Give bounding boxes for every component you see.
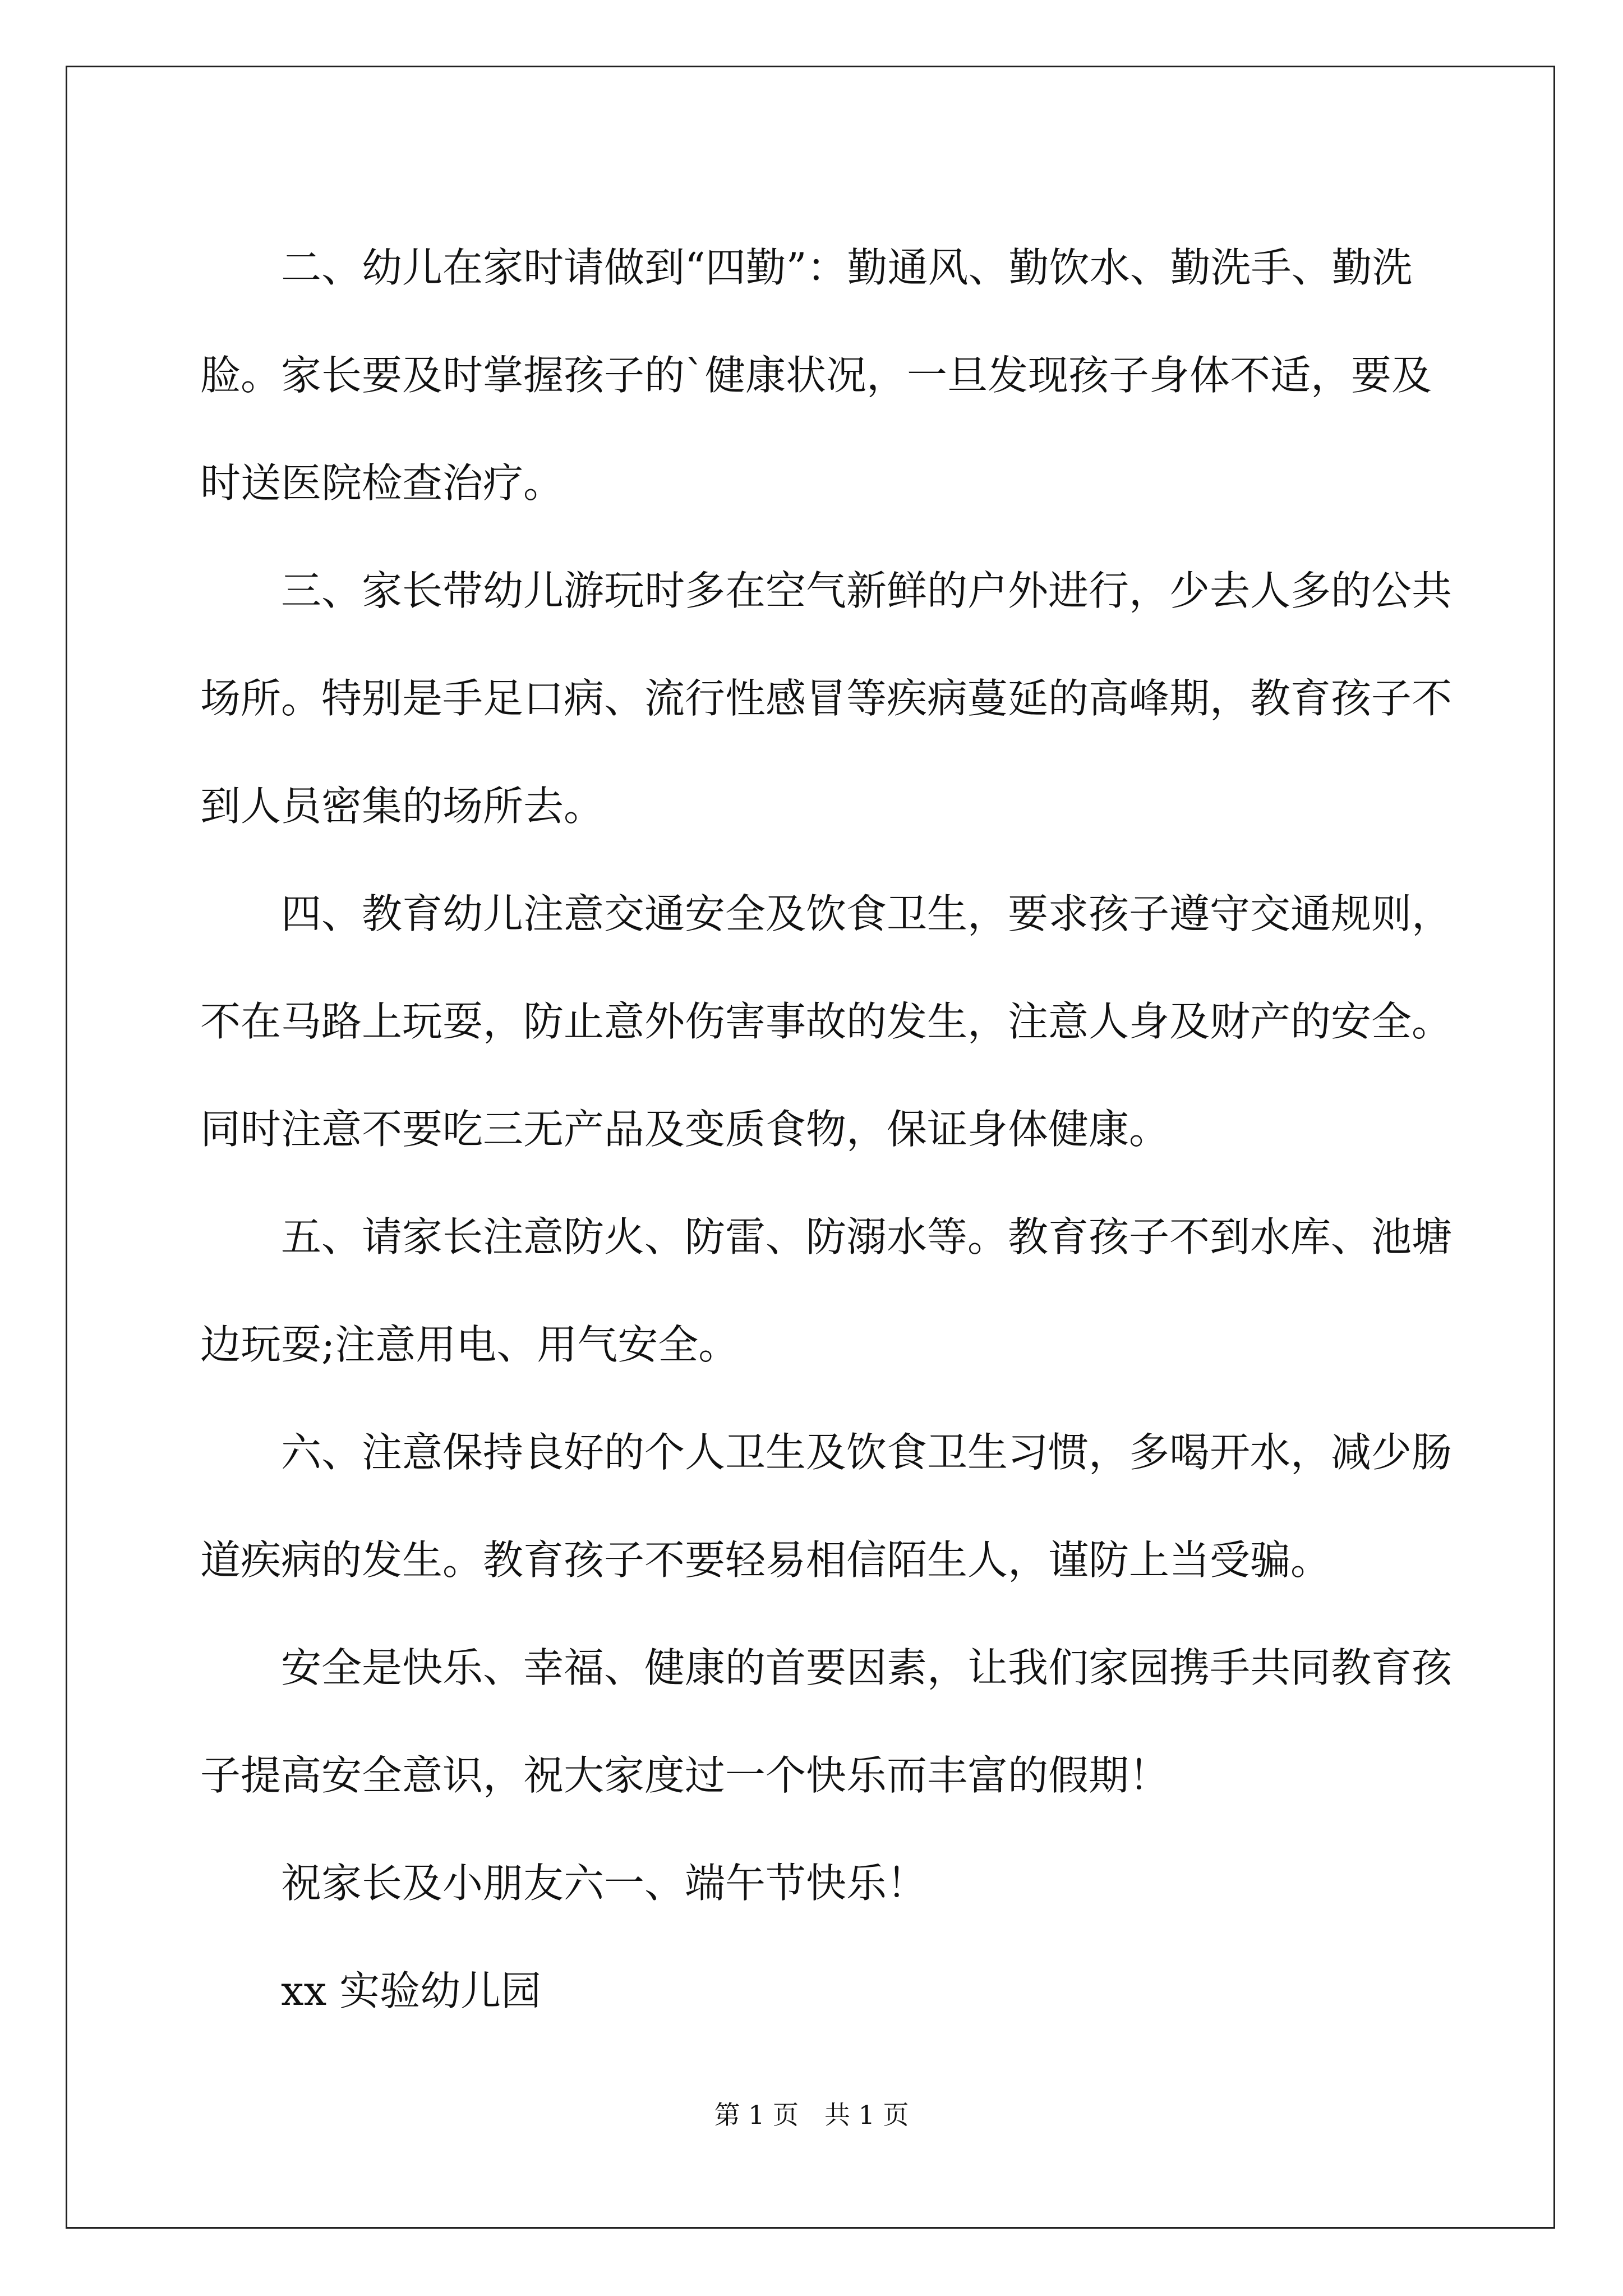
page-footer (0, 2098, 1623, 2132)
paragraph-closing: 安全是快乐、幸福、健康的首要因素，让我们家园携手共同教育孩子提高安全意识，祝大家度过一个快乐而丰富的假期！ (200, 1644, 1453, 1799)
paragraph-fire-water-safety: 五、请家长注意防火、防雷、防溺水等。教育孩子不到水库、池塘边玩耍;注意用电、用气安全。 (200, 1213, 1453, 1368)
document-body (200, 214, 1462, 2045)
page-number-label: 第 1 页 共 1 页 (714, 2100, 909, 2130)
paragraph-outdoor: 三、家长带幼儿游玩时多在空气新鲜的户外进行，少去人多的公共场所。特别是手足口病、流行性感冒等疾病蔓延的高峰期，教育孩子不到人员密集的场所去。 (200, 567, 1453, 830)
paragraph-personal-hygiene: 六、注意保持良好的个人卫生及饮食卫生习惯，多喝开水，减少肠道疾病的发生。教育孩子不要轻易相信陌生人，谨防上当受骗。 (200, 1429, 1453, 1584)
paragraph-hygiene: 二、幼儿在家时请做到“四勤”：勤通风、勤饮水、勤洗手、勤洗脸。家长要及时掌握孩子的`健康状况，一旦发现孩子身体不适，要及时送医院检查治疗。 (200, 244, 1432, 507)
signature-kindergarten: xx 实验幼儿园 (281, 1967, 542, 2014)
paragraph-greeting: 祝家长及小朋友六一、端午节快乐！ (281, 1860, 928, 1907)
paragraph-traffic-safety: 四、教育幼儿注意交通安全及饮食卫生，要求孩子遵守交通规则，不在马路上玩耍，防止意外伤害事故的发生，注意人身及财产的安全。同时注意不要吃三无产品及变质食物，保证身体健康。 (200, 890, 1453, 1153)
